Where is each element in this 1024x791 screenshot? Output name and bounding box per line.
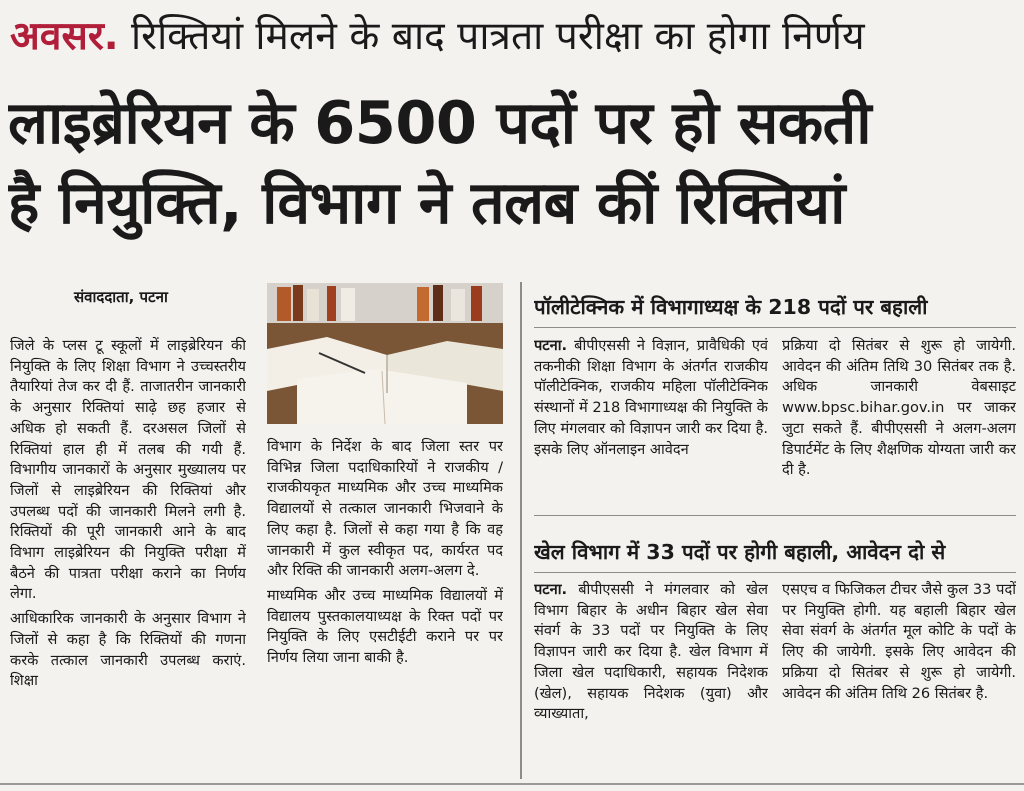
main-story-paragraph: विभाग के निर्देश के बाद जिला स्तर पर विभिन्न जिला पदाधिकारियों ने राजकीय / राजकीयकृत माध्यमिक और उच्च माध्यमिक विद्यालयों से तत्काल जानकारी भिजवाने के लिए कहा है. जिलों से कहा गया है कि वह जानकारी में कुल स्वीकृत पद, कार्यरत पद और रिक्ति की जानकारी अलग-अलग दे. <box>267 438 503 580</box>
polytechnic-story-column-2 <box>782 336 1016 506</box>
polytechnic-story-text: प्रक्रिया दो सितंबर से शुरू हो जायेगी. आवेदन की अंतिम तिथि 30 सितंबर तक है. अधिक जानकारी वेबसाइट www.bpsc.bihar.gov.in पर जाकर जुटा सकते हैं. बीपीएससी ने अलग-अलग डिपार्टमेंट के लिए शैक्षणिक योग्यता जारी कर दी है. <box>782 337 1016 479</box>
sports-story-text: बीपीएससी ने मंगलवार को खेल विभाग बिहार के अधीन बिहार खेल सेवा संवर्ग के 33 पदों पर नियुक्ति के लिए विज्ञापन जारी कर दिया है. खेल विभाग में जिला खेल पदाधिकारी, सहायक निदेशक (खेल), सहायक निदेशक (युवा) और व्याख्याता, <box>534 581 768 723</box>
headline-line-2: है नियुक्ति, विभाग ने तलब कीं रिक्तियां <box>8 168 845 237</box>
polytechnic-story-text: बीपीएससी ने विज्ञान, प्रावैधिकी एवं तकनीकी शिक्षा विभाग के अंतर्गत राजकीय पॉलीटेक्निक, राजकीय महिला पॉलीटेक्निक संस्थानों में 218 विभागाध्यक्ष की नियुक्ति के लिए मंगलवार को विज्ञापन जारी कर दिया है. इसके लिए ऑनलाइन आवेदन <box>534 337 768 458</box>
sports-story-column-2 <box>782 580 1016 780</box>
main-story-paragraph: आधिकारिक जानकारी के अनुसार विभाग ने जिलों से कहा है कि रिक्तियों की गणना करके तत्काल जानकारी उपलब्ध कराएं. शिक्षा <box>10 610 246 690</box>
main-story-paragraph: जिले के प्लस टू स्कूलों में लाइब्रेरियन की नियुक्ति के लिए शिक्षा विभाग ने उच्चस्तरीय तैयारियां तेज कर दी हैं. ताजातरीन जानकारी के अनुसार रिक्तियां साढ़े छह हजार से अधिक हो सकती हैं. दरअसल जिलों से रिक्तियां हाल ही में तलब की गयी हैं. विभागीय जानकारों के अनुसार मुख्यालय पर जिलों से लाइब्रेरियन की रिक्तियां और उपलब्ध पदों की जानकारी मिलने लगी है. रिक्तियों की पूरी जानकारी आने के बाद विभाग लाइब्रेरियन की नियुक्ति परीक्षा में बैठने की पात्रता परीक्षा कराने का निर्णय लेगा. <box>10 337 246 603</box>
main-story-paragraph: माध्यमिक और उच्च माध्यमिक विद्यालयों में विद्यालय पुस्तकालयाध्यक्ष के रिक्त पदों पर नियुक्ति के लिए एसटीईटी कराने पर पर निर्णय लिया जाना बाकी है. <box>267 586 503 667</box>
headline-line-1: लाइब्रेरियन के 6500 पदों पर हो सकती <box>8 88 872 157</box>
sports-story-column-1 <box>534 580 768 780</box>
open-books-image <box>267 283 503 424</box>
section-divider <box>534 572 1016 573</box>
main-headline <box>8 84 1018 244</box>
dateline: पटना. <box>534 581 568 598</box>
polytechnic-story-column-1 <box>534 336 768 506</box>
sports-story-text: एसएच व फिजिकल टीचर जैसे कुल 33 पदों पर नियुक्ति होगी. यह बहाली बिहार खेल सेवा संवर्ग के अंतर्गत मूल कोटि के पदों के लिए की जायेगी. इसके लिए आवेदन की प्रक्रिया दो सितंबर से शुरू हो जायेगी. आवेदन की अंतिम तिथि 26 सितंबर है. <box>782 581 1016 702</box>
byline: संवाददाता, पटना <box>74 288 168 306</box>
section-divider <box>534 327 1016 328</box>
section-divider <box>534 515 1016 516</box>
kicker-line <box>10 4 1014 70</box>
kicker-text: रिक्तियां मिलने के बाद पात्रता परीक्षा का होगा निर्णय <box>131 14 865 59</box>
dateline: पटना. <box>534 337 568 354</box>
column-divider <box>520 282 522 779</box>
sports-story-heading: खेल विभाग में 33 पदों पर होगी बहाली, आवेदन दो से <box>534 540 946 564</box>
page-bottom-rule <box>0 783 1024 785</box>
main-story-column-2 <box>267 437 503 782</box>
kicker-tag: अवसर. <box>10 14 119 59</box>
books-photo <box>267 283 503 424</box>
main-story-column-1 <box>10 336 246 784</box>
polytechnic-story-heading: पॉलीटेक्निक में विभागाध्यक्ष के 218 पदों पर बहाली <box>534 295 928 319</box>
